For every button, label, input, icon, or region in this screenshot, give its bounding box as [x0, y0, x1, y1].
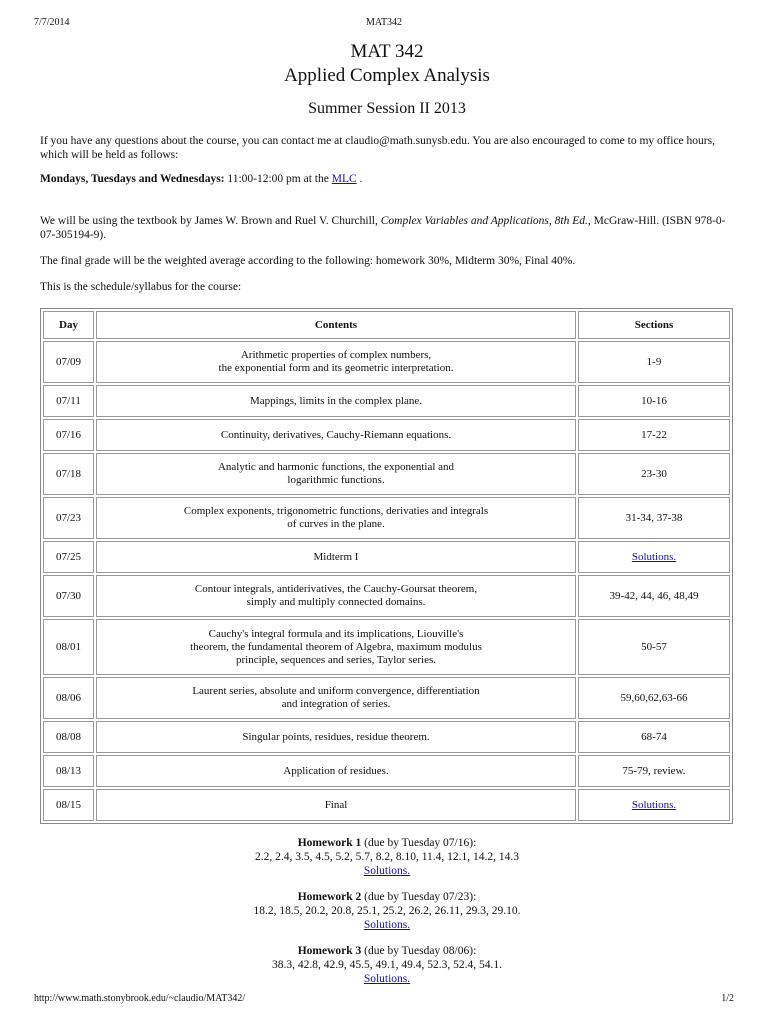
- cell-day: 07/18: [43, 453, 94, 495]
- homework-heading: [40, 890, 734, 904]
- header-day: Day: [43, 311, 94, 339]
- contents-line: the exponential form and its geometric interpretation.: [218, 362, 454, 374]
- syllabus-table: [40, 308, 733, 824]
- table-row: [43, 677, 730, 719]
- mlc-link[interactable]: MLC: [331, 173, 357, 185]
- office-hours-days: Mondays, Tuesdays and Wednesdays:: [40, 173, 225, 185]
- textbook-paragraph: [40, 214, 734, 242]
- cell-contents: [96, 419, 576, 451]
- homework-block: [40, 890, 734, 932]
- page-title: [40, 40, 734, 88]
- table-row: [43, 619, 730, 675]
- contents-line: Application of residues.: [283, 764, 389, 777]
- cell-sections: 75-79, review.: [578, 755, 730, 787]
- table-row: [43, 575, 730, 617]
- homework-solutions-link[interactable]: Solutions.: [363, 865, 411, 877]
- cell-sections: 50-57: [578, 619, 730, 675]
- cell-day: 07/25: [43, 541, 94, 573]
- cell-day: 08/13: [43, 755, 94, 787]
- table-row: [43, 341, 730, 383]
- grading-paragraph: The final grade will be the weighted average according to the following: homework 30%, Midterm 30%, Final 40%.: [40, 255, 576, 267]
- cell-contents: [96, 341, 576, 383]
- homework-heading: [40, 836, 734, 850]
- contents-line: Contour integrals, antiderivatives, the Cauchy-Goursat theorem,: [194, 583, 478, 595]
- office-hours-paragraph: [40, 172, 734, 186]
- homework-due: (due by Tuesday 07/16):: [361, 837, 477, 849]
- header-sections: Sections: [578, 311, 730, 339]
- homework-solutions-link[interactable]: Solutions.: [363, 919, 411, 931]
- contents-line: Cauchy's integral formula and its implications, Liouville's: [208, 627, 464, 640]
- cell-day: 08/08: [43, 721, 94, 753]
- contact-paragraph: If you have any questions about the course, you can contact me at claudio@math.sunysb.edu. You are also encouraged to come to my office hours, which will be held as follows:: [40, 135, 715, 161]
- table-row: [43, 721, 730, 753]
- contents-line: Midterm I: [313, 550, 359, 563]
- table-row: [43, 385, 730, 417]
- homework-problems: 18.2, 18.5, 20.2, 20.8, 25.1, 25.2, 26.2, 26.11, 29.3, 29.10.: [253, 905, 521, 917]
- homework-solutions-link[interactable]: Solutions.: [363, 973, 411, 985]
- cell-day: 08/06: [43, 677, 94, 719]
- cell-day: 07/16: [43, 419, 94, 451]
- cell-contents: [96, 541, 576, 573]
- cell-sections: [578, 541, 730, 573]
- textbook-title: Complex Variables and Applications, 8th Ed.: [380, 215, 588, 227]
- homework-list: [40, 836, 734, 986]
- homework-block: [40, 944, 734, 986]
- contents-line: theorem, the fundamental theorem of Algebra, maximum modulus: [190, 640, 482, 653]
- header-contents: Contents: [96, 311, 576, 339]
- contents-line: Complex exponents, trigonometric functions, derivaties and integrals: [183, 505, 489, 517]
- syllabus-body: [43, 341, 730, 821]
- schedule-intro: This is the schedule/syllabus for the course:: [40, 281, 242, 293]
- cell-contents: [96, 497, 576, 539]
- cell-day: 07/30: [43, 575, 94, 617]
- textbook-after: , McGraw-Hill. (ISBN 978-0-07-305194-9).: [40, 215, 726, 241]
- homework-title: Homework 2: [297, 891, 362, 903]
- course-code: MAT 342: [350, 41, 424, 62]
- cell-day: 08/15: [43, 789, 94, 821]
- office-hours-end: .: [356, 173, 363, 185]
- contents-line: Arithmetic properties of complex numbers,: [240, 349, 432, 361]
- print-date: 7/7/2014: [34, 17, 70, 28]
- table-row: [43, 755, 730, 787]
- cell-contents: [96, 385, 576, 417]
- contents-line: and integration of series.: [281, 698, 391, 710]
- print-title: MAT342: [365, 17, 403, 28]
- cell-day: 08/01: [43, 619, 94, 675]
- cell-day: 07/09: [43, 341, 94, 383]
- cell-contents: [96, 453, 576, 495]
- homework-heading: [40, 944, 734, 958]
- homework-block: [40, 836, 734, 878]
- homework-due: (due by Tuesday 07/23):: [361, 891, 477, 903]
- solutions-link[interactable]: Solutions.: [631, 550, 677, 563]
- cell-sections: 1-9: [578, 341, 730, 383]
- session-subtitle: Summer Session II 2013: [308, 100, 466, 117]
- textbook-before: We will be using the textbook by James W. Brown and Ruel V. Churchill,: [40, 215, 381, 227]
- cell-day: 07/23: [43, 497, 94, 539]
- cell-contents: [96, 721, 576, 753]
- table-row: [43, 419, 730, 451]
- contents-line: of curves in the plane.: [287, 518, 385, 530]
- contents-line: Continuity, derivatives, Cauchy-Riemann equations.: [220, 428, 452, 441]
- cell-sections: 23-30: [578, 453, 730, 495]
- homework-title: Homework 3: [297, 945, 362, 957]
- homework-problems: 38.3, 42.8, 42.9, 45.5, 49.1, 49.4, 52.3, 52.4, 54.1.: [272, 959, 502, 971]
- cell-sections: 17-22: [578, 419, 730, 451]
- cell-contents: [96, 789, 576, 821]
- page-content: [40, 40, 734, 998]
- table-row: [43, 789, 730, 821]
- contents-line: simply and multiply connected domains.: [246, 596, 426, 608]
- contents-line: logarithmic functions.: [287, 474, 385, 486]
- cell-sections: 31-34, 37-38: [578, 497, 730, 539]
- cell-sections: 68-74: [578, 721, 730, 753]
- cell-contents: [96, 619, 576, 675]
- table-row: [43, 541, 730, 573]
- cell-contents: [96, 575, 576, 617]
- cell-sections: [578, 789, 730, 821]
- print-url: http://www.math.stonybrook.edu/~claudio/MAT342/: [34, 993, 246, 1004]
- solutions-link[interactable]: Solutions.: [631, 798, 677, 811]
- cell-day: 07/11: [43, 385, 94, 417]
- cell-sections: 10-16: [578, 385, 730, 417]
- contents-line: Final: [324, 798, 348, 811]
- contents-line: Analytic and harmonic functions, the exponential and: [217, 461, 455, 473]
- office-hours-time: 11:00-12:00 pm at the: [224, 173, 332, 185]
- table-row: [43, 497, 730, 539]
- cell-contents: [96, 677, 576, 719]
- cell-sections: 39-42, 44, 46, 48,49: [578, 575, 730, 617]
- cell-contents: [96, 755, 576, 787]
- course-name: Applied Complex Analysis: [284, 65, 490, 86]
- table-header-row: [43, 311, 730, 339]
- print-page-number: 1/2: [721, 993, 734, 1004]
- contents-line: Singular points, residues, residue theorem.: [242, 730, 430, 743]
- homework-title: Homework 1: [297, 837, 362, 849]
- table-row: [43, 453, 730, 495]
- homework-problems: 2.2, 2.4, 3.5, 4.5, 5.2, 5.7, 8.2, 8.10, 11.4, 12.1, 14.2, 14.3: [254, 851, 520, 863]
- cell-sections: 59,60,62,63-66: [578, 677, 730, 719]
- homework-due: (due by Tuesday 08/06):: [361, 945, 477, 957]
- contents-line: principle, sequences and series, Taylor series.: [235, 653, 436, 666]
- contents-line: Laurent series, absolute and uniform convergence, differentiation: [192, 685, 480, 697]
- contents-line: Mappings, limits in the complex plane.: [249, 394, 422, 407]
